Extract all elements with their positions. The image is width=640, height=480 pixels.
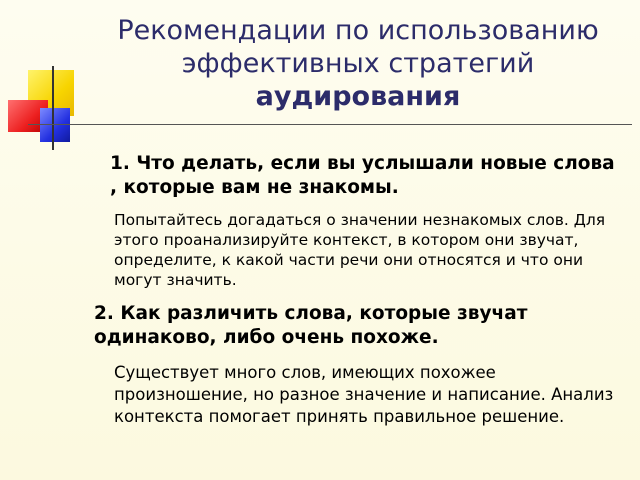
title-line-1: Рекомендации по использованию: [117, 15, 599, 46]
question-2: 2. Как различить слова, которые звучат одинаково, либо очень похоже.: [94, 303, 528, 348]
answer-2: Существует много слов, имеющих похожее произношение, но разное значение и написание. Анализ контекста помогает принять правильное решение.: [114, 363, 614, 426]
blue-square-shape: [40, 108, 70, 142]
slide-title: [88, 14, 628, 113]
title-line-3: аудирования: [255, 81, 461, 112]
answer-1: Попытайтесь догадаться о значении незнакомых слов. Для этого проанализируйте контекст, в котором они звучат, определите, к какой части речи они относятся и что они могут значить.: [114, 211, 606, 289]
vertical-divider-line: [52, 66, 54, 150]
decorative-squares-logo: [0, 0, 100, 150]
question-1: 1. Что делать, если вы услышали новые слова , которые вам не знакомы.: [110, 153, 615, 198]
title-line-2: эффективных стратегий: [181, 48, 535, 79]
title-divider-line: [28, 124, 632, 125]
slide-content: [94, 152, 626, 428]
